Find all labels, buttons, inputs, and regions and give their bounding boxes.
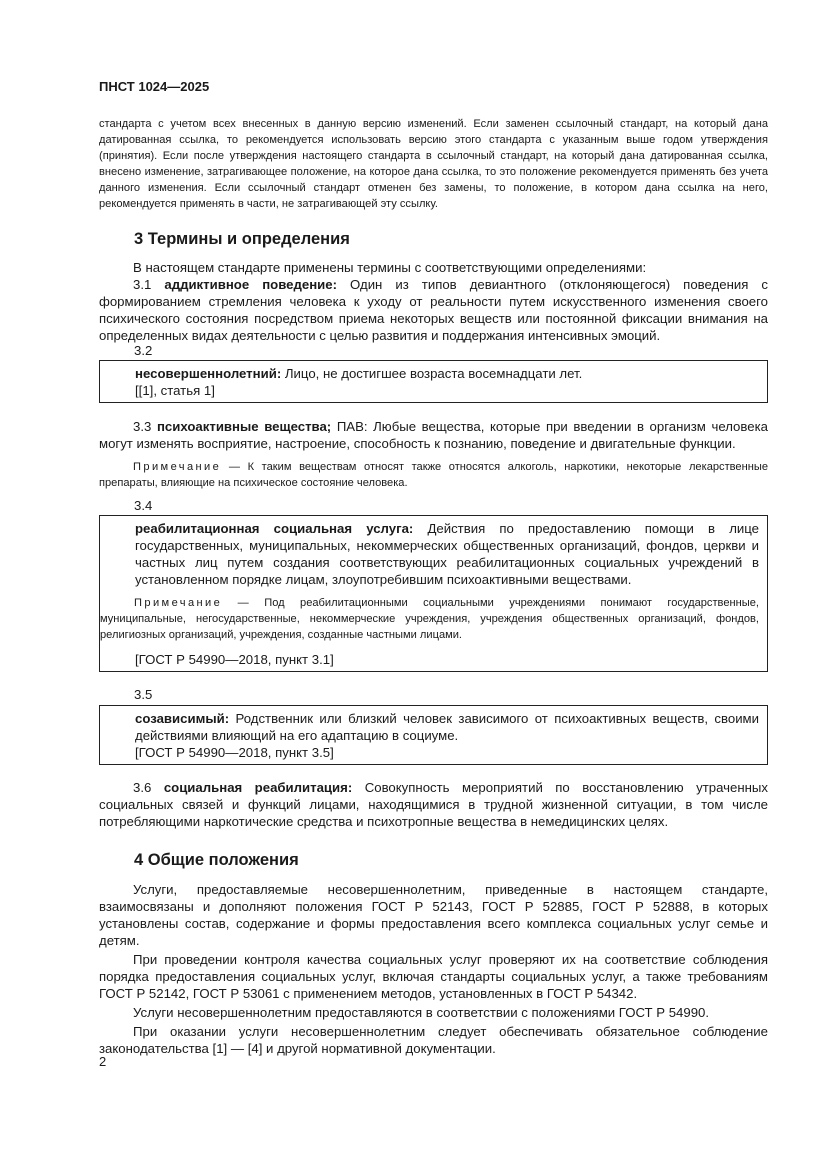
term-3-4-note — [100, 595, 759, 643]
term-3-3-note-label: Примечание — [133, 461, 222, 473]
term-3-3-num: 3.3 — [133, 419, 152, 434]
term-3-4-term: реабилитационная социальная услуга: — [135, 521, 414, 536]
section-4-paragraph-2: При проведении контроля качества социальных услуг проверяют их на соответствие соблюдения порядка предоставления социальных услуг, включая стандарты социальных услуг, а также требованиям ГОСТ Р 52142, ГОСТ Р 53061 с применением методов, установленных в ГОСТ Р 54342. — [99, 952, 768, 1001]
term-3-5-text — [135, 710, 759, 744]
term-3-5-box — [99, 705, 768, 765]
term-3-1 — [99, 276, 768, 344]
term-3-4-note-text: — Под реабилитационными социальными учреждениями понимают государственные, муниципальные, негосударственные, некоммерческие учреждения, учреждения общественных организаций, фондов, религиозных организаций, учреждения, созданные частными лицами. — [100, 597, 759, 641]
term-3-4-def: Действия по предоставлению помощи в лице государственных, муниципальных, некоммерческих общественных организаций, фондов, церкви и частных лиц путем создания соответствующих реабилитационных социальных учреждений в установленном порядке лицам, злоупотребившим психоактивными веществами. — [135, 521, 759, 587]
term-3-6 — [99, 779, 768, 830]
term-3-4-text — [135, 520, 759, 588]
term-3-5-term: созависимый: — [135, 711, 230, 726]
intro-paragraph: стандарта с учетом всех внесенных в данную версию изменений. Если заменен ссылочный стандарт, на который дана датированная ссылка, то рекомендуется использовать версию этого стандарта с указанным выше годом утверждения (принятия). Если после утверждения настоящего стандарта в ссылочный стандарт, на который дана датированная ссылка, внесено изменение, затрагивающее положение, на которое дана ссылка, то это положение рекомендуется применять без учета данного изменения. Если ссылочный стандарт отменен без замены, то положение, в котором дана ссылка на него, рекомендуется применять в части, не затрагивающей эту ссылку. — [99, 118, 768, 210]
term-3-6-term: социальная реабилитация: — [163, 780, 353, 795]
term-3-4-note-label: Примечание — [134, 597, 223, 609]
term-3-1-num: 3.1 — [133, 277, 152, 292]
term-3-6-num: 3.6 — [133, 780, 152, 795]
section-3-body — [99, 259, 768, 344]
term-3-4-num: 3.4 — [134, 498, 153, 513]
term-3-2-def: Лицо, не достигшее возраста восемнадцати лет. — [284, 366, 583, 381]
term-3-5-def: Родственник или близкий человек зависимого от психоактивных веществ, своими действиями влияющий на его адаптацию в социуме. — [135, 711, 759, 743]
term-3-6-def: Совокупность мероприятий по восстановлению утраченных социальных связей и функций лицами, находящимися в трудной жизненной ситуации, в том числе потребляющими наркотические средства и психотропные вещества в немедицинских целях. — [99, 780, 769, 829]
term-3-3-note — [99, 459, 768, 491]
section-4-body — [99, 881, 768, 1057]
term-3-3-note-text: — К таким веществам относят также относятся алкоголь, наркотики, некоторые лекарственные препараты, влияющие на психическое состояние человека. — [99, 461, 768, 489]
page-number: 2 — [99, 1054, 107, 1069]
section-3-lead: В настоящем стандарте применены термины с соответствующими определениями: — [133, 260, 647, 275]
term-3-4-box — [99, 515, 768, 672]
term-3-3 — [99, 418, 768, 491]
section-4-title: 4 Общие положения — [134, 851, 299, 869]
term-3-2-term: несовершеннолетний: — [135, 366, 282, 381]
term-3-2-box — [99, 360, 768, 403]
term-3-2-ref: [[1], статья 1] — [135, 383, 215, 398]
term-3-3-def: ПАВ: Любые вещества, которые при введении в организм человека могут изменять восприятие, настроение, способность к познанию, поведение и двигательные функции. — [99, 419, 768, 451]
term-3-3-term: психоактивные вещества; — [156, 419, 332, 434]
term-3-2-num: 3.2 — [134, 343, 153, 358]
term-3-4-ref: [ГОСТ Р 54990—2018, пункт 3.1] — [135, 652, 334, 667]
section-3-title: 3 Термины и определения — [134, 230, 350, 248]
document-code-header: ПНСТ 1024—2025 — [99, 79, 210, 94]
term-3-1-def: Один из типов девиантного (отклоняющегося) поведения с формированием стремления человека к уходу от реальности путем искусственного изменения своего психического состояния посредством приема некоторых веществ или постоянной фиксации внимания на определенных видах деятельности с целью развития и поддержания интенсивных эмоций. — [99, 277, 768, 343]
term-3-5-ref: [ГОСТ Р 54990—2018, пункт 3.5] — [135, 745, 334, 760]
term-3-1-term: аддиктивное поведение: — [164, 277, 337, 292]
section-4-paragraph-1: Услуги, предоставляемые несовершеннолетним, приведенные в настоящем стандарте, взаимосвязаны и дополняют положения ГОСТ Р 52143, ГОСТ Р 52885, ГОСТ Р 52888, в которых установлены состав, содержание и формы предоставления всего комплекса социальных услуг семье и детям. — [99, 882, 768, 948]
section-4-paragraph-4: При оказании услуги несовершеннолетним следует обеспечивать обязательное соблюдение законодательства [1] — [4] и другой нормативной документации. — [99, 1024, 768, 1056]
section-4-paragraph-3: Услуги несовершеннолетним предоставляются в соответствии с положениями ГОСТ Р 54990. — [133, 1005, 710, 1020]
term-3-5-num: 3.5 — [134, 687, 153, 702]
term-3-2-text — [135, 365, 759, 382]
